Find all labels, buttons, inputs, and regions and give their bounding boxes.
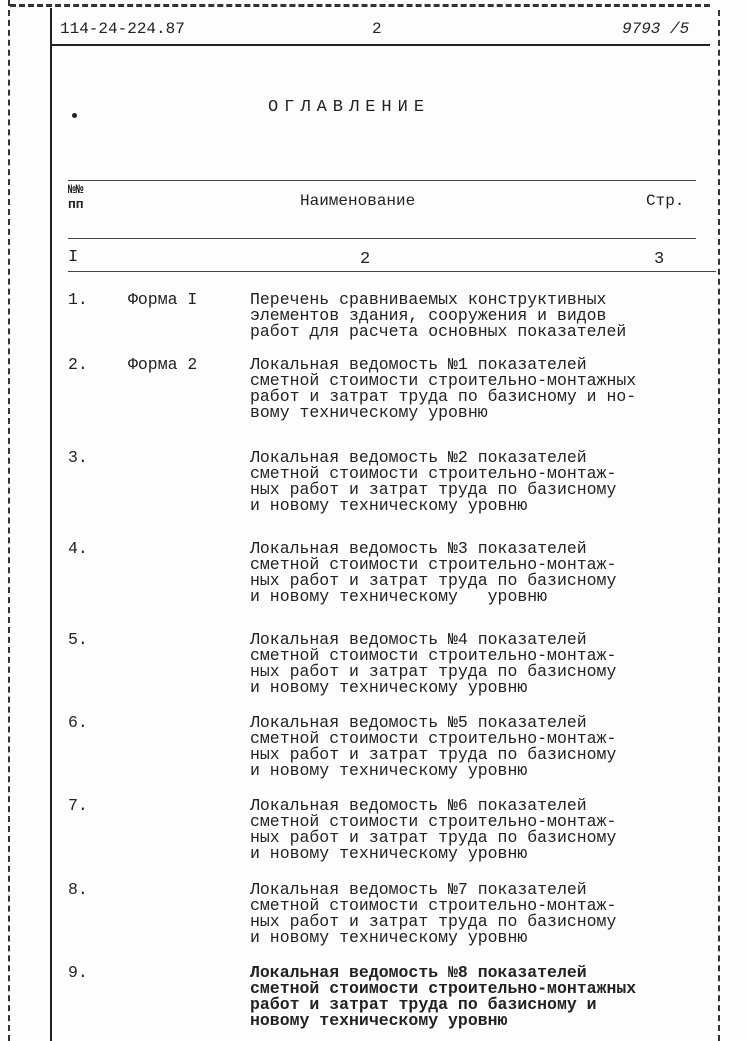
item-text: Локальная ведомость №6 показателей сметной стоимости строительно-монтаж- ных работ и затрат труда по базисному и новому техническому уровню (250, 796, 617, 863)
col-header-page: Стр. (646, 192, 685, 210)
item-number: 5. (68, 630, 88, 649)
dot-mark (72, 113, 77, 118)
item-number: 9. (68, 963, 88, 982)
item-text: Локальная ведомость №3 показателей сметной стоимости строительно-монтаж- ных работ и затрат труда по базисному и новому техническому уровню (250, 539, 617, 606)
table-rule-top (68, 180, 696, 181)
item-form: Форма 2 (128, 355, 198, 374)
item-number: 7. (68, 796, 88, 815)
item-form: Форма I (128, 290, 198, 309)
page-title: ОГЛАВЛЕНИЕ (268, 98, 431, 117)
item-number: 4. (68, 539, 88, 558)
item-number: 3. (68, 448, 88, 467)
page-number: 2 (372, 20, 382, 38)
frame-top-border (50, 44, 710, 46)
item-text: Перечень сравниваемых конструктивных элементов здания, сооружения и видов работ для расчета основных показателей (250, 290, 627, 341)
item-text: Локальная ведомость №5 показателей сметной стоимости строительно-монтаж- ных работ и затрат труда по базисному и новому техническому уровню (250, 713, 617, 780)
outer-dashed-top-border (10, 4, 710, 7)
item-number: 8. (68, 880, 88, 899)
item-number: 1. (68, 290, 88, 309)
table-rule-mid (68, 238, 696, 239)
document-code: 114-24-224.87 (60, 20, 185, 38)
col-number-1: I (68, 248, 79, 267)
col-number-3: 3 (654, 250, 665, 269)
col-header-name: Наименование (300, 192, 416, 210)
frame-left-border (50, 8, 52, 1041)
table-rule-bottom (68, 271, 716, 272)
item-text: Локальная ведомость №1 показателей сметной стоимости строительно-монтажных работ и затрат труда по базисному и но- вому техническому уровню (250, 355, 637, 422)
item-text: Локальная ведомость №2 показателей сметной стоимости строительно-монтаж- ных работ и затрат труда по базисному и новому техническому уровню (250, 448, 617, 515)
item-number: 2. (68, 355, 88, 374)
frame-right-border (718, 10, 720, 1041)
col-number-2: 2 (360, 250, 371, 269)
sheet-number: 9793 /5 (622, 20, 690, 38)
col-header-num: №№ пп (68, 182, 84, 212)
outer-dashed-left-border (8, 0, 10, 1041)
item-number: 6. (68, 713, 88, 732)
item-text: Локальная ведомость №8 показателей сметной стоимости строительно-монтажных работ и затрат труда по базисному и новому техническому уровню (250, 963, 637, 1030)
item-text: Локальная ведомость №4 показателей сметной стоимости строительно-монтаж- ных работ и затрат труда по базисному и новому техническому уровню (250, 630, 617, 697)
item-text: Локальная ведомость №7 показателей сметной стоимости строительно-монтаж- ных работ и затрат труда по базисному и новому техническому уровню (250, 880, 617, 947)
